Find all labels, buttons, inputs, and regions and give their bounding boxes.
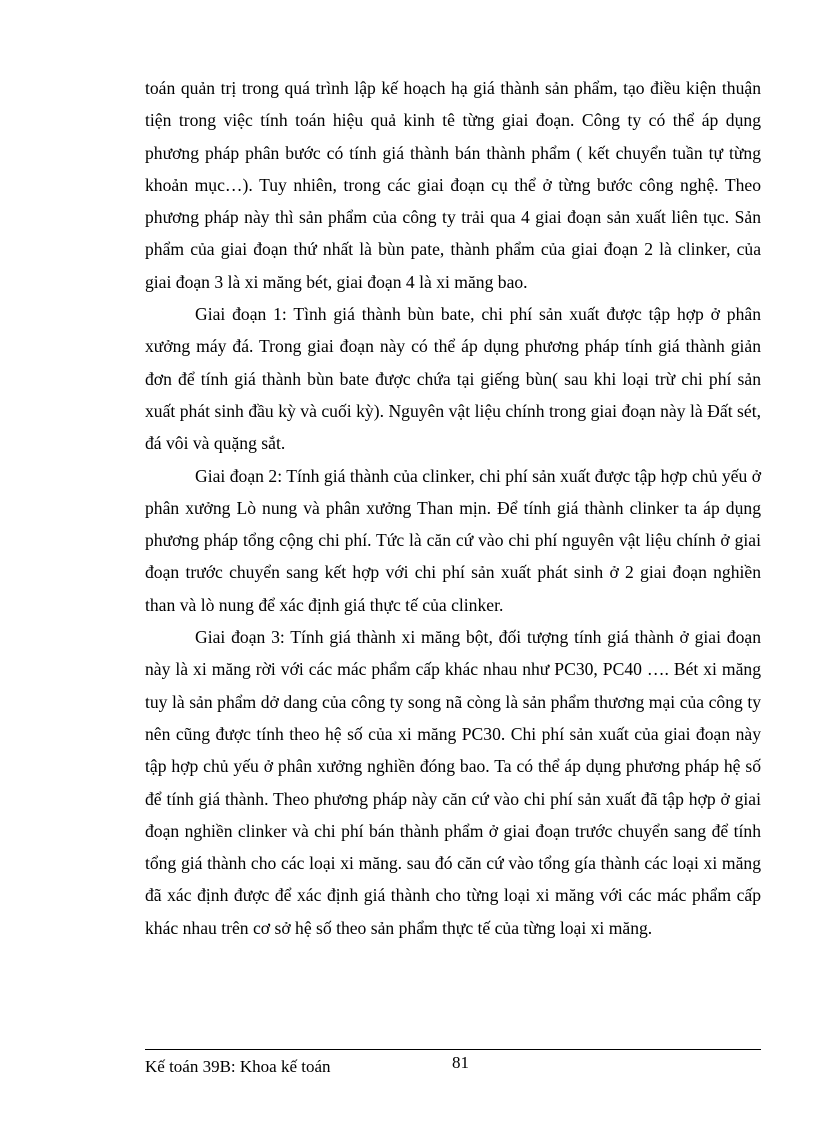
paragraph-stage-1: Giai đoạn 1: Tình giá thành bùn bate, chi phí sản xuất được tập hợp ở phân xưởng máy đá. Trong giai đoạn này có thể áp dụng phương pháp tính giá thành giản đơn để tính giá thành bùn bate được chứa tại giếng bùn( sau khi loại trừ chi phí sản xuất phát sinh đầu kỳ và cuối kỳ). Nguyên vật liệu chính trong giai đoạn này là Đất sét, đá vôi và quặng sắt. [145, 304, 761, 454]
footer-divider [145, 1049, 761, 1050]
paragraph-stage-3: Giai đoạn 3: Tính giá thành xi măng bột, đối tượng tính giá thành ở giai đoạn này là xi măng rời với các mác phẩm cấp khác nhau như PC30, PC40 …. Bét xi măng tuy là sản phẩm dở dang của công ty song nã còng là sản phẩm thương mại của công ty nên cũng được tính theo hệ số của xi măng PC30. Chi phí sản xuất của giai đoạn này tập hợp chủ yếu ở phân xưởng nghiền đóng bao. Ta có thể áp dụng phương pháp hệ số để tính giá thành. Theo phương pháp này căn cứ vào chi phí sản xuất đã tập hợp ở giai đoạn nghiền clinker và chi phí bán thành phẩm ở giai đoạn trước chuyển sang để tính tổng giá thành cho các loại xi măng. sau đó căn cứ vào tổng gía thành các loại xi măng đã xác định được để xác định giá thành cho từng loại xi măng với các mác phẩm cấp khác nhau trên cơ sở hệ số theo sản phẩm thực tế của từng loại xi măng. [145, 627, 761, 938]
footer-department: Kế toán 39B: Khoa kế toán [145, 1057, 331, 1076]
paragraph-continued: toán quản trị trong quá trình lập kế hoạch hạ giá thành sản phẩm, tạo điều kiện thuận tiện trong việc tính toán hiệu quả kinh tê từng giai đoạn. Công ty có thể áp dụng phương pháp phân bước có tính giá thành bán thành phẩm ( kết chuyển tuần tự từng khoản mục…). Tuy nhiên, trong các giai đoạn cụ thể ở từng bước công nghệ. Theo phương pháp này thì sản phẩm của công ty trải qua 4 giai đoạn sản xuất liên tục. Sản phẩm của giai đoạn thứ nhất là bùn pate, thành phẩm của giai đoạn 2 là clinker, của giai đoạn 3 là xi măng bét, giai đoạn 4 là xi măng bao. [145, 78, 761, 292]
page-number: 81 [452, 1053, 469, 1072]
paragraph-stage-2: Giai đoạn 2: Tính giá thành của clinker, chi phí sản xuất được tập hợp chủ yếu ở phân xưởng Lò nung và phân xưởng Than mịn. Để tính giá thành clinker ta áp dụng phương pháp tổng cộng chi phí. Tức là căn cứ vào chi phí nguyên vật liệu chính ở giai đoạn trước chuyển sang kết hợp với chi phí sản xuất phát sinh ở 2 giai đoạn nghiền than và lò nung để xác định giá thực tế của clinker. [145, 465, 761, 615]
page-body [145, 72, 761, 944]
